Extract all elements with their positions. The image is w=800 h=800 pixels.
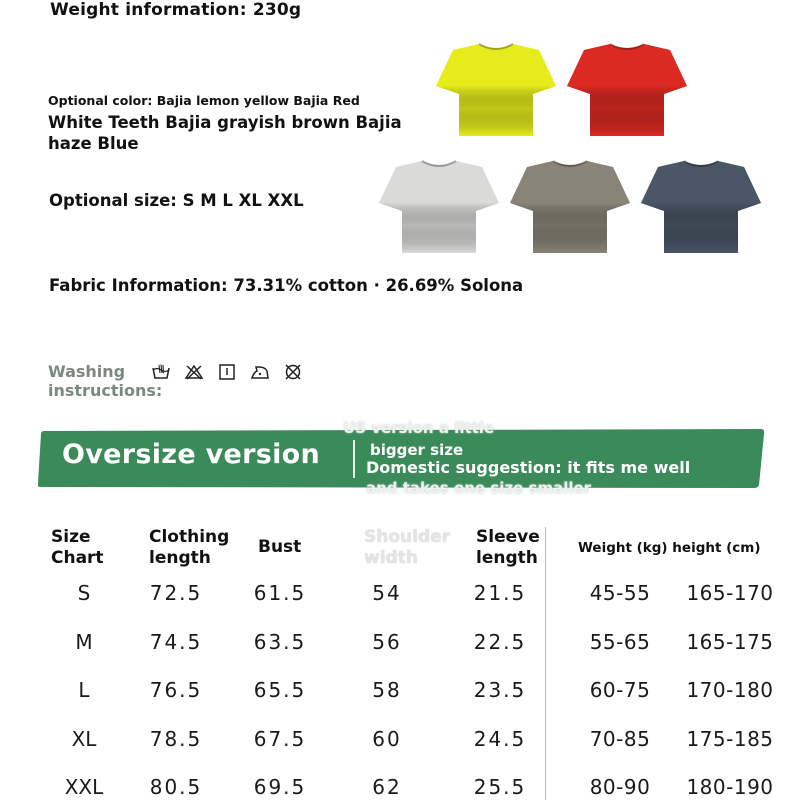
cell-shoulder: 56: [372, 630, 402, 654]
header-size-chart: [51, 527, 104, 569]
cell-weight: 45-55: [589, 581, 651, 605]
optional-color-line2: White Teeth Bajia grayish brown Bajia haze Blue: [48, 113, 402, 153]
header-size-line1: Size: [51, 527, 91, 547]
washing-label: [48, 362, 162, 400]
brown-shirt-image: [509, 157, 631, 257]
hand-wash-icon: [150, 363, 172, 381]
cell-sleeve: 22.5: [473, 630, 527, 654]
banner-title: Oversize version: [62, 439, 321, 470]
banner-divider: [353, 440, 355, 478]
cell-sleeve: 25.5: [473, 775, 527, 799]
optional-color-line1: Optional color: Bajia lemon yellow Bajia Red: [48, 93, 360, 108]
header-shoulder-line1: Shoulder: [364, 527, 451, 547]
header-bust: Bust: [258, 537, 302, 557]
cell-weight: 80-90: [589, 775, 651, 799]
header-weight-height: Weight (kg) height (cm): [578, 540, 761, 556]
weight-info: Weight information: 230g: [50, 0, 302, 20]
yellow-shirt-image: [435, 40, 557, 140]
cell-bust: 65.5: [253, 678, 307, 702]
banner-note-line4: and takes one size smaller: [366, 479, 592, 497]
header-length-line1: Clothing: [149, 527, 230, 547]
cell-length: 76.5: [149, 678, 203, 702]
do-not-bleach-icon: [183, 363, 205, 381]
cell-bust: 63.5: [253, 630, 307, 654]
banner-note-line2: bigger size: [370, 441, 464, 459]
cell-weight: 70-85: [589, 727, 651, 751]
cell-height: 165-170: [686, 581, 774, 605]
blue-shirt-image: [640, 157, 762, 257]
cell-height: 170-180: [686, 678, 774, 702]
cell-shoulder: 58: [372, 678, 402, 702]
cell-length: 78.5: [149, 727, 203, 751]
fabric-info: Fabric Information: 73.31% cotton · 26.69% Solona: [49, 276, 524, 295]
cell-shoulder: 60: [372, 727, 402, 751]
cell-weight: 60-75: [589, 678, 651, 702]
header-sleeve-line2: length: [476, 548, 538, 568]
cell-size: S: [77, 581, 91, 605]
banner-note-line1: US version a little: [343, 419, 495, 437]
cell-shoulder: 54: [372, 581, 402, 605]
washing-icons: [150, 363, 304, 381]
cell-shoulder: 62: [372, 775, 402, 799]
header-sleeve-line1: Sleeve: [476, 527, 540, 547]
cell-sleeve: 23.5: [473, 678, 527, 702]
cell-bust: 67.5: [253, 727, 307, 751]
cell-sleeve: 21.5: [473, 581, 527, 605]
cell-length: 74.5: [149, 630, 203, 654]
header-sleeve-length: [476, 527, 540, 569]
header-shoulder-width: [364, 527, 450, 569]
cell-size: XXL: [64, 775, 104, 799]
cell-size: XL: [71, 727, 97, 751]
cell-bust: 61.5: [253, 581, 307, 605]
cell-height: 165-175: [686, 630, 774, 654]
cell-weight: 55-65: [589, 630, 651, 654]
do-not-dry-clean-icon: [282, 363, 304, 381]
cell-size: M: [75, 630, 93, 654]
cell-length: 72.5: [149, 581, 203, 605]
optional-size: Optional size: S M L XL XXL: [49, 191, 304, 210]
header-length-line2: length: [149, 548, 211, 568]
banner-note-line3: Domestic suggestion: it fits me well: [366, 458, 691, 477]
cell-sleeve: 24.5: [473, 727, 527, 751]
cell-length: 80.5: [149, 775, 203, 799]
tumble-dry-icon: [216, 363, 238, 381]
cell-size: L: [78, 678, 90, 702]
column-divider: [545, 527, 546, 800]
header-shoulder-line2: width: [364, 548, 418, 568]
white-shirt-image: [378, 157, 500, 257]
iron-low-icon: [249, 363, 271, 381]
header-size-line2: Chart: [51, 548, 104, 568]
cell-height: 180-190: [686, 775, 774, 799]
red-shirt-image: [566, 40, 688, 140]
header-clothing-length: [149, 527, 229, 569]
cell-height: 175-185: [686, 727, 774, 751]
cell-bust: 69.5: [253, 775, 307, 799]
washing-label-line2: instructions:: [48, 381, 163, 400]
washing-label-line1: Washing: [48, 362, 126, 381]
